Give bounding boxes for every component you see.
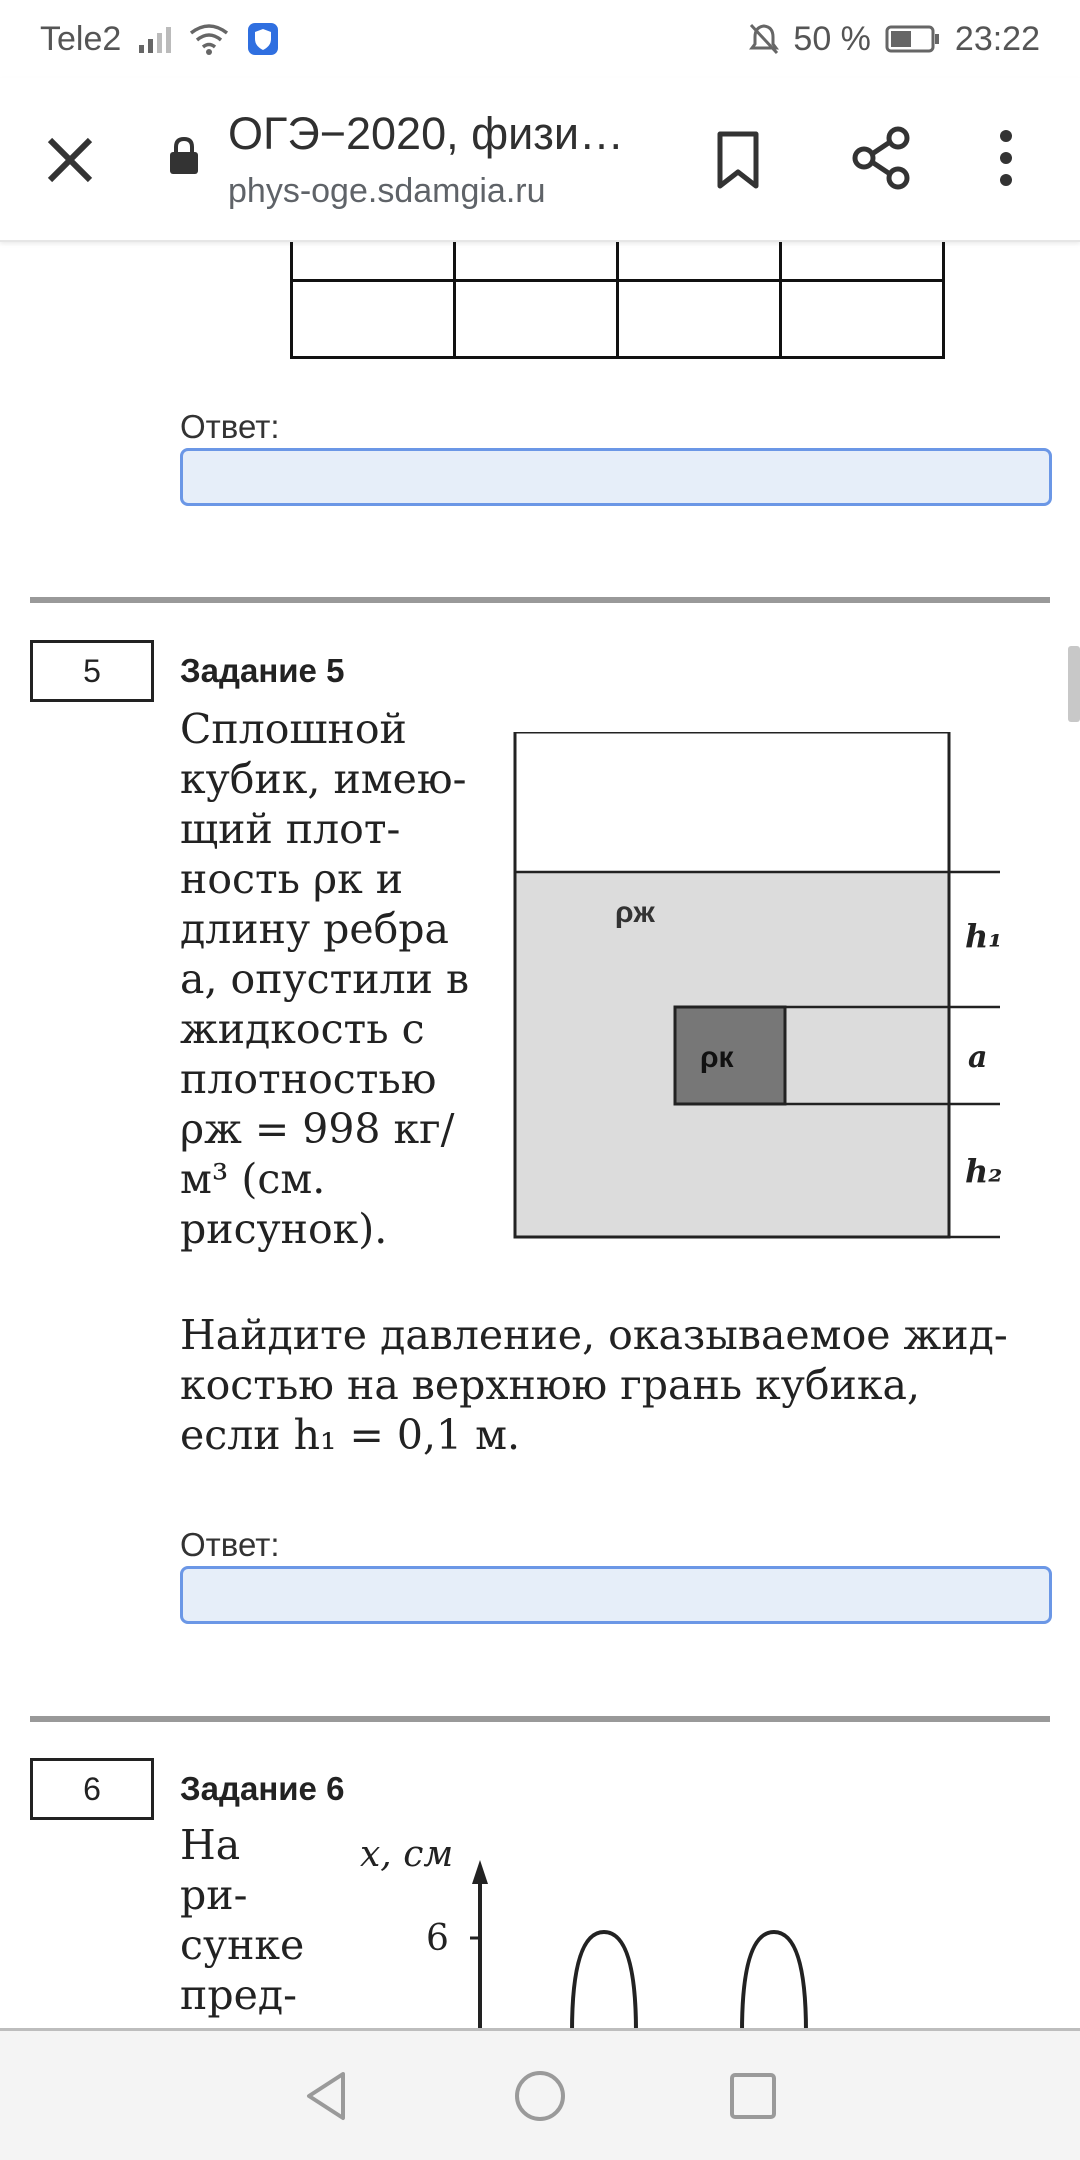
answer-label: Ответ:	[180, 1526, 280, 1563]
shield-icon	[247, 22, 279, 56]
answer-input[interactable]	[180, 1566, 1052, 1624]
recents-icon[interactable]	[725, 2068, 781, 2124]
lock-icon[interactable]	[168, 136, 200, 176]
table-cell	[292, 242, 455, 281]
scrollbar-thumb[interactable]	[1068, 646, 1080, 722]
task-text-line: На	[180, 1821, 241, 1869]
wifi-icon	[189, 23, 229, 55]
task-title: Задание 5	[180, 652, 345, 689]
cube-in-liquid-figure	[500, 732, 1020, 1252]
status-bar	[0, 0, 1080, 78]
task-text	[180, 1820, 330, 2020]
task-divider	[30, 597, 1050, 603]
signal-icon	[139, 25, 171, 53]
task-number-box: 6	[30, 1758, 154, 1820]
table-cell[interactable]	[292, 281, 455, 358]
home-icon[interactable]	[512, 2068, 568, 2124]
answer-input[interactable]	[180, 448, 1052, 506]
system-nav-bar	[0, 2028, 1080, 2160]
clock: 23:22	[954, 19, 1040, 58]
bookmark-icon[interactable]	[708, 128, 768, 192]
oscillation-graph	[340, 1822, 860, 2032]
task-text-line: ность ρк и	[180, 855, 404, 903]
answer-table	[290, 242, 945, 359]
task-number-box: 5	[30, 640, 154, 702]
h2-label: h₂	[965, 1152, 1003, 1190]
graph-tick-label: 6	[426, 1918, 449, 1959]
task-text-line: ри-	[180, 1871, 248, 1919]
task-text-line: сунке	[180, 1921, 305, 1969]
task-text-line: длину ребра	[180, 905, 449, 953]
table-cell	[618, 242, 781, 281]
task-text	[180, 704, 510, 1254]
back-icon[interactable]	[299, 2068, 355, 2124]
table-cell[interactable]	[781, 281, 944, 358]
browser-toolbar	[0, 78, 1080, 242]
a-label: a	[968, 1040, 988, 1075]
carrier-label: Tele2	[40, 19, 122, 58]
table-cell[interactable]	[455, 281, 618, 358]
answer-label: Ответ:	[180, 408, 280, 445]
graph-wave	[742, 1932, 806, 2032]
task-divider	[30, 1716, 1050, 1722]
table-cell	[455, 242, 618, 281]
graph-axis-label: x, см	[360, 1834, 454, 1875]
task-text-line: Сплошной	[180, 705, 407, 753]
task-text-line: пред-	[180, 1971, 297, 2019]
battery-percent: 50 %	[793, 19, 871, 58]
y-axis-arrow	[472, 1860, 488, 1884]
task-text-line: щий плот-	[180, 805, 401, 853]
task-title: Задание 6	[180, 1770, 345, 1807]
task-text-line: кубик, имею-	[180, 755, 467, 803]
task-text-line: ρж = 998 кг/	[180, 1105, 455, 1153]
task-text-line: м³ (см.	[180, 1155, 326, 1203]
task-text-line: плотностью	[180, 1055, 437, 1103]
task-text-line: Найдите давление, оказываемое жид-	[180, 1311, 1008, 1359]
task-text-continued	[180, 1310, 1055, 1460]
close-icon[interactable]	[38, 128, 102, 192]
battery-icon	[885, 24, 941, 54]
task-text-line: a, опустили в	[180, 955, 470, 1003]
task-text-line: если h₁ = 0,1 м.	[180, 1411, 521, 1459]
task-text-line: жидкость с	[180, 1005, 425, 1053]
table-cell[interactable]	[618, 281, 781, 358]
more-menu-icon[interactable]	[990, 126, 1022, 190]
page-url[interactable]: phys-oge.sdamgia.ru	[228, 172, 546, 210]
rho-cube-label: ρк	[700, 1041, 734, 1074]
page-title[interactable]: ОГЭ−2020, физи…	[228, 108, 625, 159]
page-content	[0, 242, 1080, 2032]
graph-wave	[572, 1932, 636, 2032]
rho-liquid-label: ρж	[615, 896, 655, 929]
task-text-line: костью на верхнюю грань кубика,	[180, 1361, 920, 1409]
h1-label: h₁	[965, 917, 1003, 955]
table-cell	[781, 242, 944, 281]
task-text-line: рисунок).	[180, 1205, 388, 1253]
mute-bell-icon	[749, 23, 779, 55]
share-icon[interactable]	[848, 124, 916, 192]
